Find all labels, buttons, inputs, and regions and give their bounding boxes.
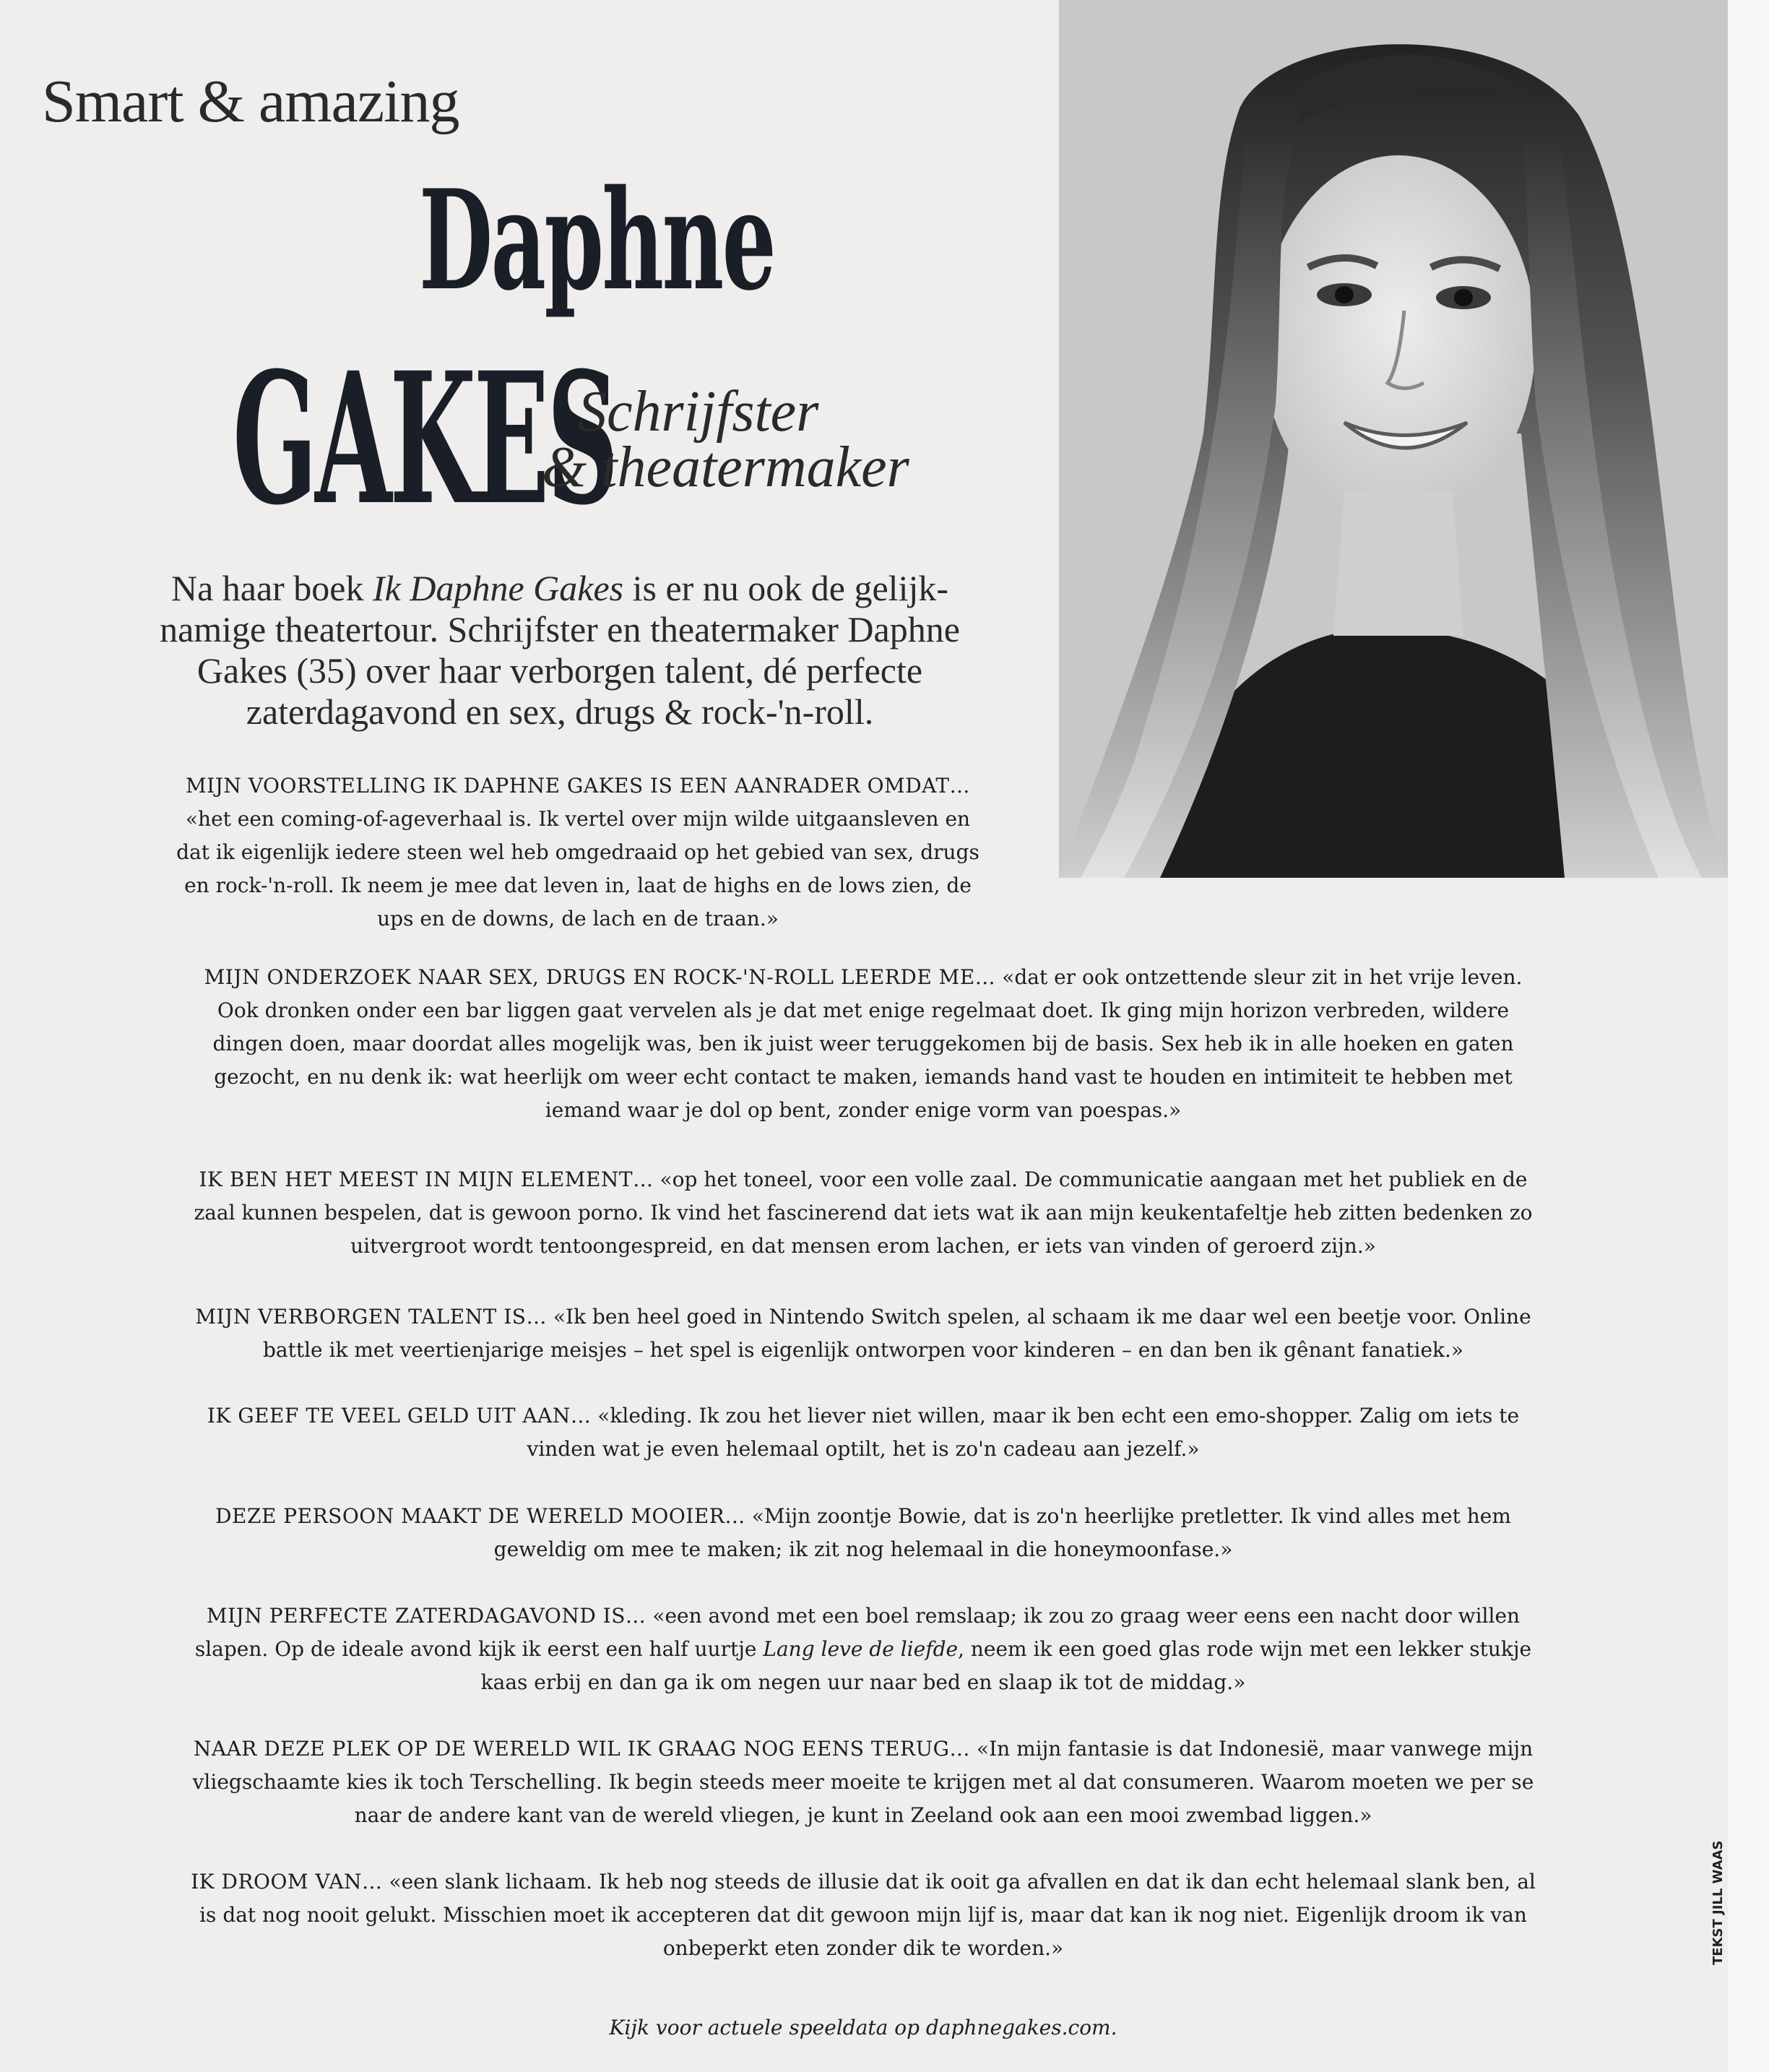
qa-answer: «dat er ook ontzettende sleur zit in het vrije leven. Ook dronken onder een bar liggen gaat vervelen als je dat met enige regelmaat doet. Ik ging mijn horizon verbreden, wildere dingen doen, maar doordat alles mogelijk was, ben ik juist weer teruggekomen bij de basis. Sex heb ik in alle hoeken en gaten gezocht, en nu denk ik: wat heerlijk om weer echt contact te maken, iemands hand vast te houden en intimiteit te hebben met iemand waar je dol op bent, zonder enige vorm van poespas.»	[212, 965, 1523, 1122]
qa-question: MIJN PERFECTE ZATERDAGAVOND IS…	[206, 1604, 646, 1628]
author-credit: TEKST JILL WAAS	[1710, 1840, 1726, 1965]
intro-text-after: is er nu ook de gelijk-namige theatertour. Schrijfster en theatermaker Daphne Gakes (35) over haar verborgen talent, dé perfecte zaterdagavond en sex, drugs & rock-'n-roll.	[160, 568, 960, 732]
qa-question: NAAR DEZE PLEK OP DE WERELD WIL IK GRAAG NOG EENS TERUG…	[193, 1737, 971, 1761]
qa-answer: «kleding. Ik zou het liever niet willen, maar ik ben echt een emo-shopper. Zalig om iets te vinden wat je even helemaal optilt, het is zo'n cadeau aan jezelf.»	[527, 1404, 1520, 1461]
qa-answer: «het een coming-of-ageverhaal is. Ik vertel over mijn wilde uitgaansleven en dat ik eigenlijk iedere steen wel heb omgedraaid op het gebied van sex, drugs en rock-'n-roll. Ik neem je mee dat leven in, laat de highs en de lows zien, de ups en de downs, de lach en de traan.»	[176, 807, 979, 931]
qa-answer-after: , neem ik een goed glas rode wijn met een lekker stukje kaas erbij en dan ga ik om negen uur naar bed en slaap ik tot de middag.»	[480, 1637, 1532, 1694]
qa-question: IK BEN HET MEEST IN MIJN ELEMENT…	[199, 1167, 654, 1191]
qa-item	[181, 1300, 1546, 1367]
qa-answer: «op het toneel, voor een volle zaal. De communicatie aangaan met het publiek en de zaal kunnen bespelen, dat is gewoon porno. Ik vind het fascinerend dat iets wat ik aan mijn keukentafeltje heb zitten bedenken zo uitvergroot wordt tentoongespreid, en dat mensen erom lachen, er iets van vinden of geroerd zijn.»	[194, 1167, 1533, 1258]
qa-question: MIJN VERBORGEN TALENT IS…	[195, 1305, 547, 1329]
intro-text-before: Na haar boek	[170, 568, 373, 608]
portrait-photo	[1059, 0, 1728, 878]
qa-item	[181, 1600, 1546, 1699]
qa-question: MIJN VOORSTELLING IK DAPHNE GAKES IS EEN AANRADER OMDAT…	[185, 774, 971, 798]
qa-item	[181, 1732, 1546, 1832]
portrait-photo-icon	[1059, 0, 1728, 878]
qa-item	[181, 1865, 1546, 1965]
section-label: Smart & amazing	[42, 68, 459, 135]
intro-book-title: Ik Daphne Gakes	[373, 568, 624, 608]
qa-answer-title: Lang leve de liefde	[763, 1637, 959, 1661]
qa-item	[181, 961, 1546, 1127]
qa-item	[181, 1399, 1546, 1466]
role-line-2: & theatermaker	[542, 436, 909, 499]
role-line-1: Schrijfster	[578, 380, 819, 444]
qa-question: IK GEEF TE VEEL GELD UIT AAN…	[207, 1404, 592, 1428]
intro-paragraph	[152, 568, 968, 733]
qa-question: IK DROOM VAN…	[191, 1870, 383, 1894]
qa-item	[181, 1500, 1546, 1566]
qa-item	[181, 1163, 1546, 1263]
last-name-heading: GAKES	[233, 332, 617, 545]
footer-note: Kijk voor actuele speeldata op daphnegakes.com.	[609, 2016, 1117, 2039]
page-margin	[1728, 0, 1769, 2072]
first-name-heading: Daphne	[419, 160, 775, 321]
qa-answer: «Ik ben heel goed in Nintendo Switch spelen, al schaam ik me daar wel een beetje voor. Online battle ik met veertienjarige meisjes – het spel is eigenlijk ontworpen voor kinderen – en dan ben ik gênant fanatiek.»	[262, 1305, 1531, 1362]
qa-answer: «Mijn zoontje Bowie, dat is zo'n heerlijke pretletter. Ik vind alles met hem geweldig om mee te maken; ik zit nog helemaal in die honeymoonfase.»	[493, 1504, 1511, 1561]
qa-question: MIJN ONDERZOEK NAAR SEX, DRUGS EN ROCK-'N-ROLL LEERDE ME…	[204, 965, 996, 989]
qa-answer: «een slank lichaam. Ik heb nog steeds de illusie dat ik ooit ga afvallen en dat ik dan echt helemaal slank ben, al is dat nog nooit gelukt. Misschien moet ik accepteren dat dit gewoon mijn lijf is, maar dat kan ik nog niet. Eigenlijk droom ik van onbeperkt eten zonder dik te worden.»	[199, 1870, 1536, 1960]
qa-question: DEZE PERSOON MAAKT DE WERELD MOOIER…	[215, 1504, 745, 1528]
qa-answer: «In mijn fantasie is dat Indonesië, maar vanwege mijn vliegschaamte kies ik toch Terschelling. Ik begin steeds meer moeite te krijgen met al dat consumeren. Waarom moeten we per se naar de andere kant van de wereld vliegen, je kunt in Zeeland ook aan een mooi zwembad liggen.»	[192, 1737, 1534, 1827]
qa-answer-before: «een avond met een boel remslaap; ik zou zo graag weer eens een nacht door willen slapen. Op de ideale avond kijk ik eerst een half uurtje	[194, 1604, 1521, 1661]
qa-item	[173, 769, 982, 936]
